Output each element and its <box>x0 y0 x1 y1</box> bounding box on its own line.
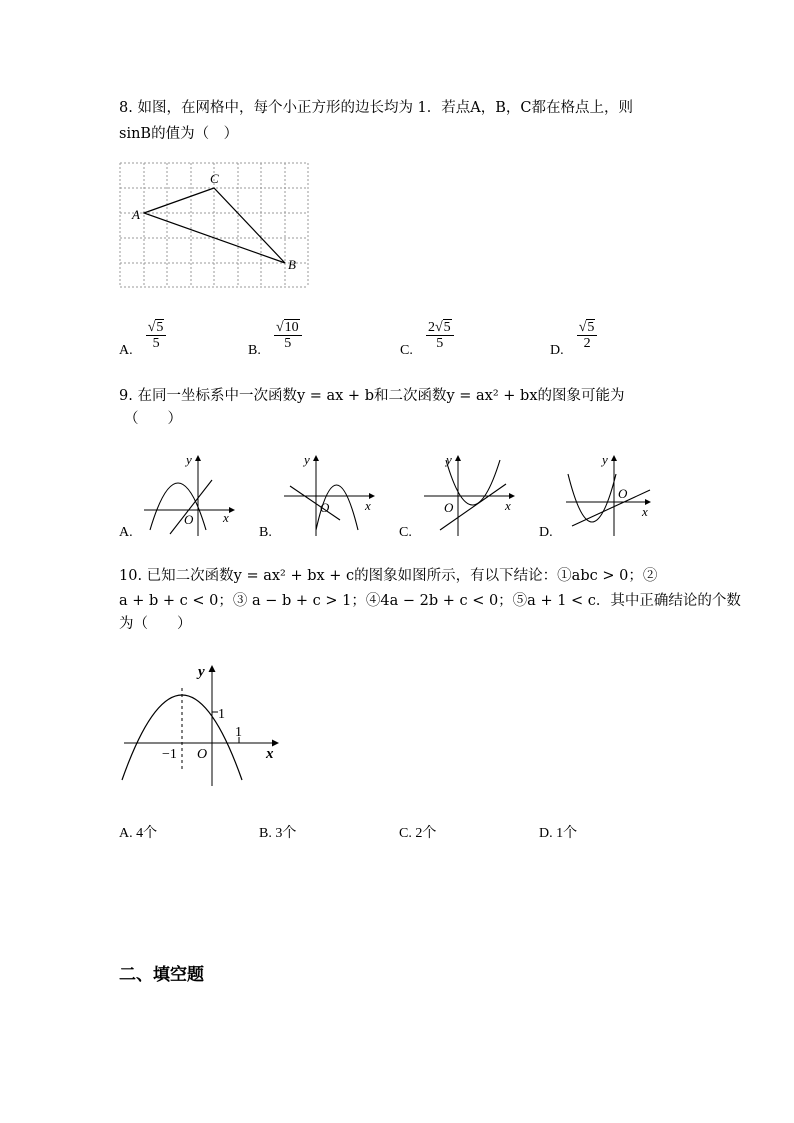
option-letter: C. <box>400 343 413 358</box>
x-axis-label: x <box>505 498 511 513</box>
y-axis-label: y <box>186 452 192 467</box>
origin-label: O <box>320 500 330 515</box>
y-axis-label: y <box>304 452 310 467</box>
q10-stem-line1: 10. 已知二次函数y = ax² + bx + c的图象如图所示，有以下结论：①abc > 0；② <box>119 568 658 584</box>
y-axis-label: y <box>446 452 452 467</box>
q10-option-a[interactable]: A. 4个 <box>119 826 158 841</box>
q8-stem-line2: sinB的值为（ ） <box>119 126 239 142</box>
tick-label-y-1: 1 <box>218 707 225 722</box>
option-letter: B. <box>248 343 261 358</box>
denominator: 5 <box>436 336 444 351</box>
y-axis-label: y <box>602 452 608 467</box>
point-a-label: A <box>132 207 140 222</box>
q9-graph-a <box>140 450 240 540</box>
q10-option-c[interactable]: C. 2个 <box>399 826 437 841</box>
q10-stem-line3: 为（ ） <box>119 616 192 632</box>
q8-option-c[interactable]: C. $\frac{2√5}{5}$ <box>400 320 454 359</box>
q9-graph-c <box>420 450 520 540</box>
q9-option-a[interactable]: A. <box>119 525 133 540</box>
origin-label: O <box>444 500 454 515</box>
q9-option-d[interactable]: D. <box>539 525 553 540</box>
q9-graph-b <box>280 450 380 540</box>
x-axis-label: x <box>266 746 274 762</box>
tick-label-x-neg1: −1 <box>162 747 177 762</box>
q8-option-d[interactable]: D. $\frac{√5}{2}$ <box>550 320 597 359</box>
coefficient: 2 <box>427 320 435 335</box>
point-b-label: B <box>288 257 296 272</box>
denominator: 2 <box>583 336 591 351</box>
denominator: 5 <box>284 336 292 351</box>
q10-option-b[interactable]: B. 3个 <box>259 826 297 841</box>
q8-option-b[interactable]: B. $\frac{√10}{5}$ <box>248 320 302 359</box>
x-axis-label: x <box>365 498 371 513</box>
point-c-label: C <box>210 171 219 186</box>
radicand: 10 <box>284 320 299 335</box>
denominator: 5 <box>152 336 160 351</box>
y-axis-label: y <box>198 664 205 680</box>
option-letter: A. <box>119 343 133 358</box>
origin-label: O <box>618 486 628 501</box>
radicand: 5 <box>587 320 595 335</box>
q9-stem-line1: 9. 在同一坐标系中一次函数y = ax + b和二次函数y = ax² + bx的图象可能为 <box>119 388 625 404</box>
radicand: 5 <box>443 320 451 335</box>
q8-stem-line1: 8. 如图，在网格中，每个小正方形的边长均为 1．若点A，B，C都在格点上，则 <box>119 100 633 116</box>
q9-graph-d <box>562 450 662 540</box>
section-title: 二、填空题 <box>119 965 204 985</box>
q9-option-b[interactable]: B. <box>259 525 272 540</box>
origin-label: O <box>184 512 194 527</box>
tick-label-x-1: 1 <box>235 725 242 740</box>
radicand: 5 <box>156 320 164 335</box>
option-letter: D. <box>550 343 564 358</box>
q10-stem-line2: a + b + c < 0；③ a − b + c > 1；④4a − 2b + c < 0；⑤a + 1 < c．其中正确结论的个数 <box>119 593 741 609</box>
origin-label: O <box>197 747 208 762</box>
q9-option-c[interactable]: C. <box>399 525 412 540</box>
x-axis-label: x <box>223 510 229 525</box>
x-axis-label: x <box>642 504 648 519</box>
q8-option-a[interactable]: A. $\frac{√5}{5}$ <box>119 320 166 359</box>
q10-parabola-figure <box>118 660 288 790</box>
q8-grid-figure <box>118 160 314 290</box>
q10-option-d[interactable]: D. 1个 <box>539 826 578 841</box>
q9-stem-line2: （ ） <box>124 411 182 427</box>
